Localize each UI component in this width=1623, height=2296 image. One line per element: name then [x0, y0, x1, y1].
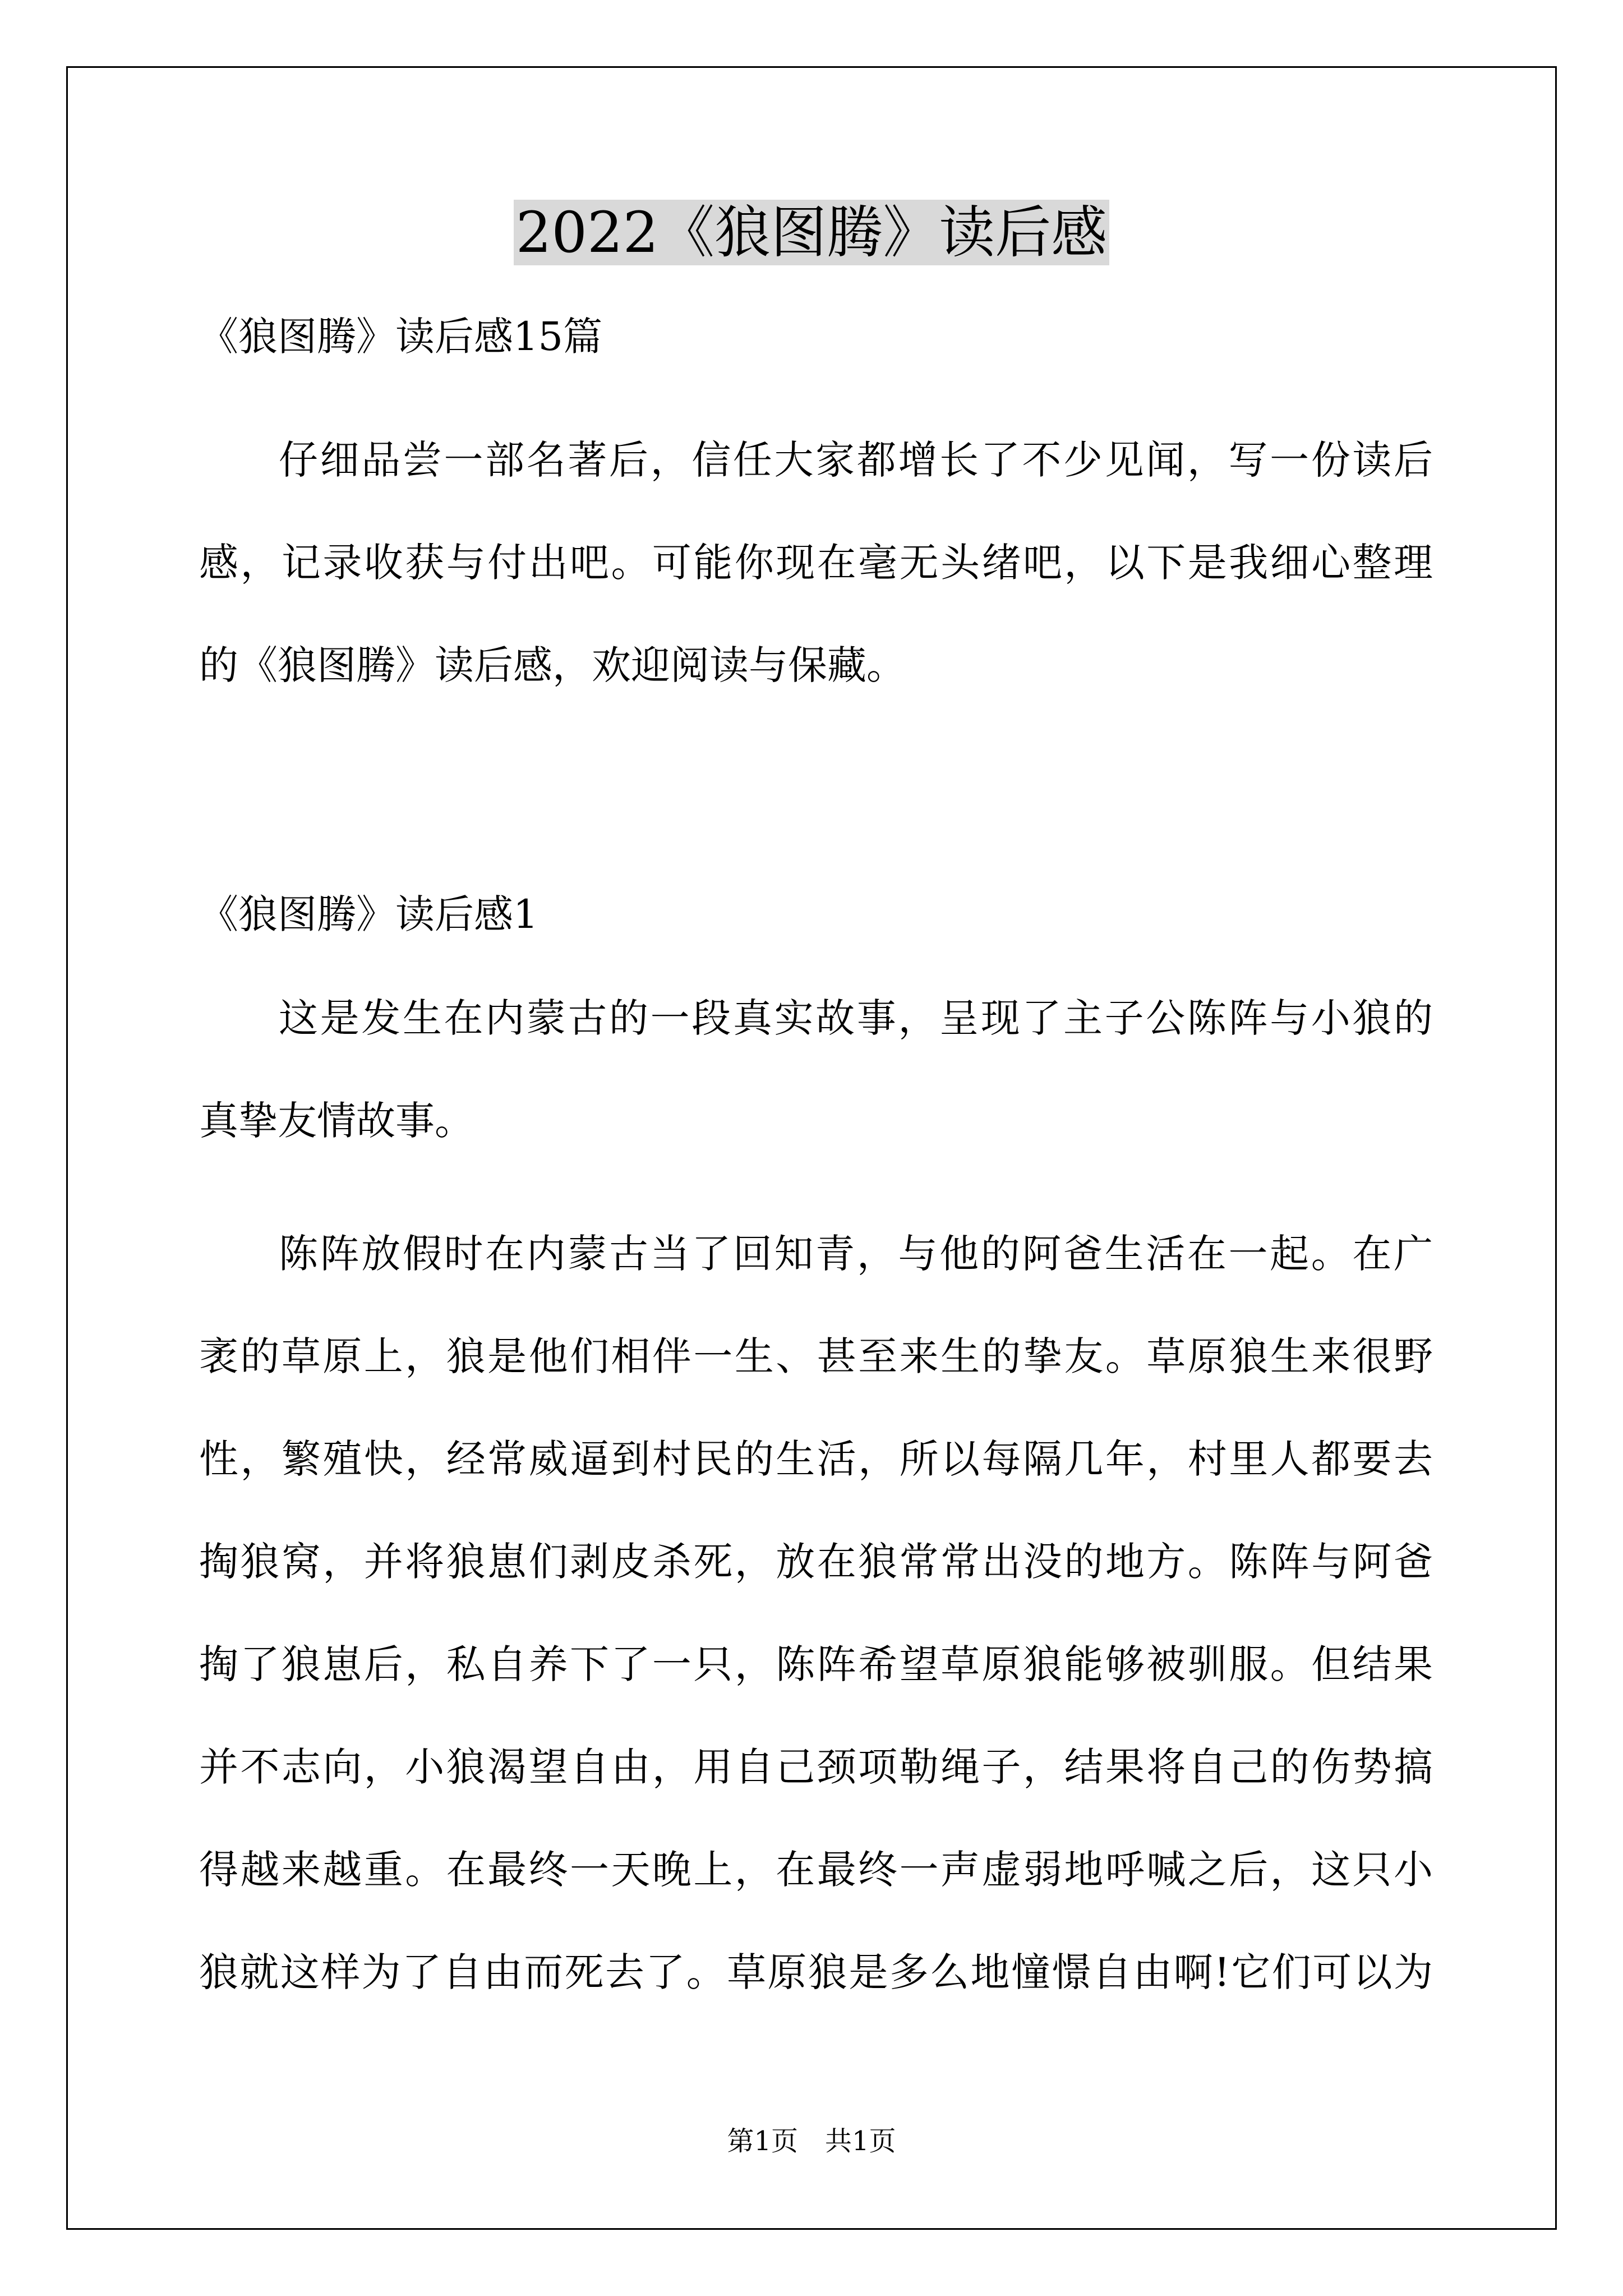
text-line: 仔细品尝一部名著后，信任大家都增长了不少见闻，写一份读后: [279, 437, 1433, 483]
text-line: 性，繁殖快，经常威逼到村民的生活，所以每隔几年，村里人都要去: [199, 1436, 1433, 1482]
subtitle: 《狼图腾》读后感15篇: [199, 314, 603, 360]
section-heading: 《狼图腾》读后感1: [199, 891, 538, 937]
text-line: 陈阵放假时在内蒙古当了回知青，与他的阿爸生活在一起。在广: [279, 1231, 1433, 1277]
paragraph-2: [199, 1226, 1433, 2000]
document-title: 2022《狼图腾》读后感: [0, 196, 1623, 269]
text-line: 袤的草原上，狼是他们相伴一生、甚至来生的挚友。草原狼生来很野: [199, 1333, 1433, 1379]
text-line: 掏狼窝，并将狼崽们剥皮杀死，放在狼常常出没的地方。陈阵与阿爸: [199, 1539, 1433, 1585]
page-footer: 第1页 共1页: [727, 2125, 896, 2157]
text-line: 掏了狼崽后，私自养下了一只，陈阵希望草原狼能够被驯服。但结果: [199, 1641, 1433, 1687]
text-line: 得越来越重。在最终一天晚上，在最终一声虚弱地呼喊之后，这只小: [199, 1847, 1433, 1893]
text-line: 狼就这样为了自由而死去了。草原狼是多么地憧憬自由啊!它们可以为: [199, 1949, 1433, 1995]
text-line: 并不志向，小狼渴望自由，用自己颈项勒绳子，结果将自己的伤势搞: [199, 1744, 1433, 1790]
text-line: 的《狼图腾》读后感，欢迎阅读与保藏。: [199, 642, 906, 688]
intro-paragraph: [199, 432, 1433, 693]
text-line: 这是发生在内蒙古的一段真实故事，呈现了主子公陈阵与小狼的: [279, 995, 1433, 1041]
paragraph-1: [199, 990, 1433, 1149]
text-line: 感，记录收获与付出吧。可能你现在毫无头绪吧，以下是我细心整理: [199, 540, 1433, 586]
text-line: 真挚友情故事。: [199, 1098, 474, 1144]
